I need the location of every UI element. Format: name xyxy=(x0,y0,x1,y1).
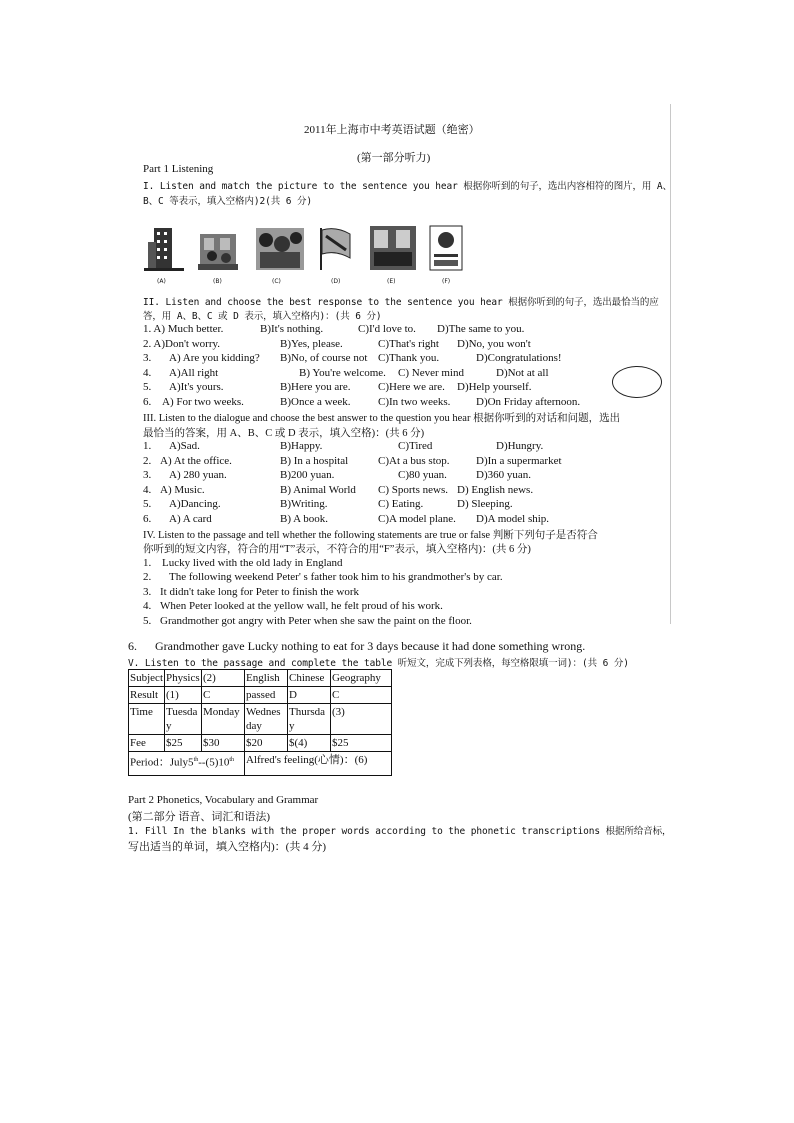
sec4-item2-num: 2. xyxy=(143,571,152,583)
sec2-q6-a: A) For two weeks. xyxy=(162,396,244,408)
sec4-item5-text: Grandmother got angry with Peter when she saw the paint on the floor. xyxy=(160,615,472,627)
sec5-instruction: V. Listen to the passage and complete the table 听短文，完成下列表格，每空格限填一词)：(共 6 分) xyxy=(128,658,629,669)
sec3-q4-d: D) English news. xyxy=(457,484,534,496)
caption-a: (A) xyxy=(157,278,166,285)
sec3-q1-c: C)Tired xyxy=(398,440,433,452)
sec3-q4-b: B) Animal World xyxy=(280,484,356,496)
sec4-instruction-2: 你听到的短文内容，符合的用“T”表示，不符合的用“F”表示，填入空格内)：(共 6 分) xyxy=(143,544,531,555)
table-cell: Wednesday xyxy=(245,704,288,735)
table-cell: Thursday xyxy=(288,704,331,735)
sec2-q5-d: D)Help yourself. xyxy=(457,381,532,393)
sec2-q6-num: 6. xyxy=(143,396,152,408)
sec3-q2-c: C)At a bus stop. xyxy=(378,455,450,467)
table-row xyxy=(129,687,392,704)
table-cell: Subject xyxy=(129,670,165,687)
sec3-q6-d: D)A model ship. xyxy=(476,513,550,525)
sec2-q5-c: C)Here we are. xyxy=(378,381,445,393)
table-cell: Physics xyxy=(165,670,202,687)
caption-c: (C) xyxy=(272,278,281,285)
sec2-instruction-1: II. Listen and choose the best response to the sentence you hear 根据你听到的句子，选出最恰当的应 xyxy=(143,297,659,308)
sec3-instruction-2: 最恰当的答案，用 A、B、C 或 D 表示，填入空格)：(共 6 分) xyxy=(143,428,425,439)
sec3-instruction-1: III. Listen to the dialogue and choose the best answer to the question you hear 根据你听到的对话和问题，选出 xyxy=(143,413,621,424)
table-cell: Geography xyxy=(331,670,392,687)
picture-e-street xyxy=(370,224,416,272)
sec2-q3-num: 3. xyxy=(143,352,152,364)
part1-heading: Part 1 Listening xyxy=(143,163,214,175)
part2-instruction-2: 写出适当的单词，填入空格内)：(共 4 分) xyxy=(128,841,326,853)
sec4-item4-num: 4. xyxy=(143,600,152,612)
sec3-q5-c: C) Eating. xyxy=(378,498,424,510)
sec4-item2-text: The following weekend Peter' s father took him to his grandmother's by car. xyxy=(169,571,503,583)
part2-subheading: (第二部分 语音、词汇和语法) xyxy=(128,811,271,823)
table-cell: (3) xyxy=(331,704,392,735)
table-cell: D xyxy=(288,687,331,704)
sec2-instruction-2: 答，用 A、B、C 或 D 表示，填入空格内)：(共 6 分) xyxy=(143,311,382,322)
sec2-q4-b: B) You're welcome. xyxy=(299,367,386,379)
sec3-q1-a: A)Sad. xyxy=(169,440,200,452)
sec3-q6-b: B) A book. xyxy=(280,513,328,525)
period-sup-1: th xyxy=(193,757,199,763)
sec3-q6-num: 6. xyxy=(143,513,152,525)
sec2-q6-d: D)On Friday afternoon. xyxy=(476,396,581,408)
table-row xyxy=(129,670,392,687)
table-cell-period xyxy=(129,752,245,776)
sec2-q4-num: 4. xyxy=(143,367,152,379)
sec2-q4-a: A)All right xyxy=(169,367,219,379)
picture-b-people xyxy=(198,224,238,272)
sec2-q3-b: B)No, of course not xyxy=(280,352,368,364)
table-cell: Time xyxy=(129,704,165,735)
table-cell: Monday xyxy=(202,704,245,735)
period-sup-2: th xyxy=(229,757,235,763)
sec3-q4-a: A) Music. xyxy=(160,484,205,496)
caption-e: (E) xyxy=(387,278,396,285)
page-subtitle: (第一部分听力) xyxy=(357,152,431,164)
part2-heading: Part 2 Phonetics, Vocabulary and Grammar xyxy=(128,794,319,806)
sec4-item1-text: Lucky lived with the old lady in England xyxy=(162,557,343,569)
sec2-q1-c: C)I'd love to. xyxy=(358,323,416,335)
sec4-instruction-1: IV. Listen to the passage and tell whether the following statements are true or false 判断下列句子是否符合 xyxy=(143,530,598,541)
table-cell: Result xyxy=(129,687,165,704)
sec4-item3-num: 3. xyxy=(143,586,152,598)
sec3-q1-d: D)Hungry. xyxy=(496,440,544,452)
sec2-q5-a: A)It's yours. xyxy=(169,381,224,393)
sec4-item6-num: 6. xyxy=(128,639,137,653)
sec3-q3-b: B)200 yuan. xyxy=(280,469,335,481)
sec2-q2-c: C)That's right xyxy=(378,338,439,350)
table-cell: (1) xyxy=(165,687,202,704)
table-cell-feeling: Alfred's feeling(心情)：(6) xyxy=(245,752,392,776)
sec4-item3-text: It didn't take long for Peter to finish the work xyxy=(160,586,360,598)
sec3-q1-num: 1. xyxy=(143,440,152,452)
listening-table xyxy=(128,669,392,776)
sec4-item5-num: 5. xyxy=(143,615,152,627)
oval-mark xyxy=(612,366,662,398)
part2-instruction-1: 1. Fill In the blanks with the proper words according to the phonetic transcriptions 根据所给音标， xyxy=(128,826,672,837)
sec2-q4-c: C) Never mind xyxy=(398,367,464,379)
table-cell: (2) xyxy=(202,670,245,687)
sec3-q1-b: B)Happy. xyxy=(280,440,323,452)
sec4-item4-text: When Peter looked at the yellow wall, he felt proud of his work. xyxy=(160,600,443,612)
sec3-q6-a: A) A card xyxy=(169,513,212,525)
sec2-q4-d: D)Not at all xyxy=(496,367,549,379)
picture-d-flag xyxy=(316,224,356,272)
sec2-q5-num: 5. xyxy=(143,381,152,393)
table-cell: English xyxy=(245,670,288,687)
table-row xyxy=(129,752,392,776)
table-cell: C xyxy=(202,687,245,704)
picture-f-poster xyxy=(428,224,464,272)
period-prefix: Period：July5 xyxy=(130,756,194,769)
table-cell: $25 xyxy=(331,735,392,752)
sec2-q2-d: D)No, you won't xyxy=(457,338,531,350)
picture-a-building xyxy=(144,224,184,272)
sec2-q3-a: A) Are you kidding? xyxy=(169,352,260,364)
sec2-q2-b: B)Yes, please. xyxy=(280,338,343,350)
caption-f: (F) xyxy=(442,278,451,285)
sec3-q5-num: 5. xyxy=(143,498,152,510)
caption-b: (B) xyxy=(213,278,222,285)
caption-d: (D) xyxy=(331,278,341,285)
sec2-q1-d: D)The same to you. xyxy=(437,323,525,335)
sec2-q3-c: C)Thank you. xyxy=(378,352,440,364)
page-title: 2011年上海市中考英语试题（绝密） xyxy=(304,124,480,136)
sec3-q3-a: A) 280 yuan. xyxy=(169,469,227,481)
sec2-q3-d: D)Congratulations! xyxy=(476,352,562,364)
table-cell: $30 xyxy=(202,735,245,752)
sec2-q1-a: 1. A) Much better. xyxy=(143,323,224,335)
sec2-q6-c: C)In two weeks. xyxy=(378,396,451,408)
table-cell: $20 xyxy=(245,735,288,752)
sec1-instruction-1: I. Listen and match the picture to the sentence you hear 根据你听到的句子，选出内容相符的图片，用 A、 xyxy=(143,181,672,192)
sec3-q3-d: D)360 yuan. xyxy=(476,469,531,481)
table-cell: $(4) xyxy=(288,735,331,752)
table-cell: Fee xyxy=(129,735,165,752)
sec1-instruction-2: B、C 等表示，填入空格内)2(共 6 分) xyxy=(143,196,312,207)
table-cell: C xyxy=(331,687,392,704)
sec2-q2-a: 2. A)Don't worry. xyxy=(143,338,221,350)
sec3-q5-a: A)Dancing. xyxy=(169,498,221,510)
table-cell: Tuesday xyxy=(165,704,202,735)
table-cell: $25 xyxy=(165,735,202,752)
sec4-item6-text: Grandmother gave Lucky nothing to eat for 3 days because it had done something wrong. xyxy=(155,639,586,653)
sec2-q1-b: B)It's nothing. xyxy=(260,323,324,335)
sec4-item1-num: 1. xyxy=(143,557,152,569)
sec3-q2-b: B) In a hospital xyxy=(280,455,349,467)
sec3-q4-c: C) Sports news. xyxy=(378,484,448,496)
table-row xyxy=(129,735,392,752)
table-row xyxy=(129,704,392,735)
sec3-q2-d: D)In a supermarket xyxy=(476,455,562,467)
sec3-q2-num: 2. xyxy=(143,455,152,467)
sec3-q5-b: B)Writing. xyxy=(280,498,328,510)
period-middle: --(5)10 xyxy=(198,756,230,769)
sec2-q6-b: B)Once a week. xyxy=(280,396,351,408)
table-cell: passed xyxy=(245,687,288,704)
sec3-q5-d: D) Sleeping. xyxy=(457,498,513,510)
sec3-q3-num: 3. xyxy=(143,469,152,481)
picture-c-crowd xyxy=(256,224,304,272)
sec2-q5-b: B)Here you are. xyxy=(280,381,351,393)
sec3-q6-c: C)A model plane. xyxy=(378,513,456,525)
sec3-q3-c: C)80 yuan. xyxy=(398,469,447,481)
table-cell: Chinese xyxy=(288,670,331,687)
sec3-q2-a: A) At the office. xyxy=(160,455,232,467)
sec3-q4-num: 4. xyxy=(143,484,152,496)
